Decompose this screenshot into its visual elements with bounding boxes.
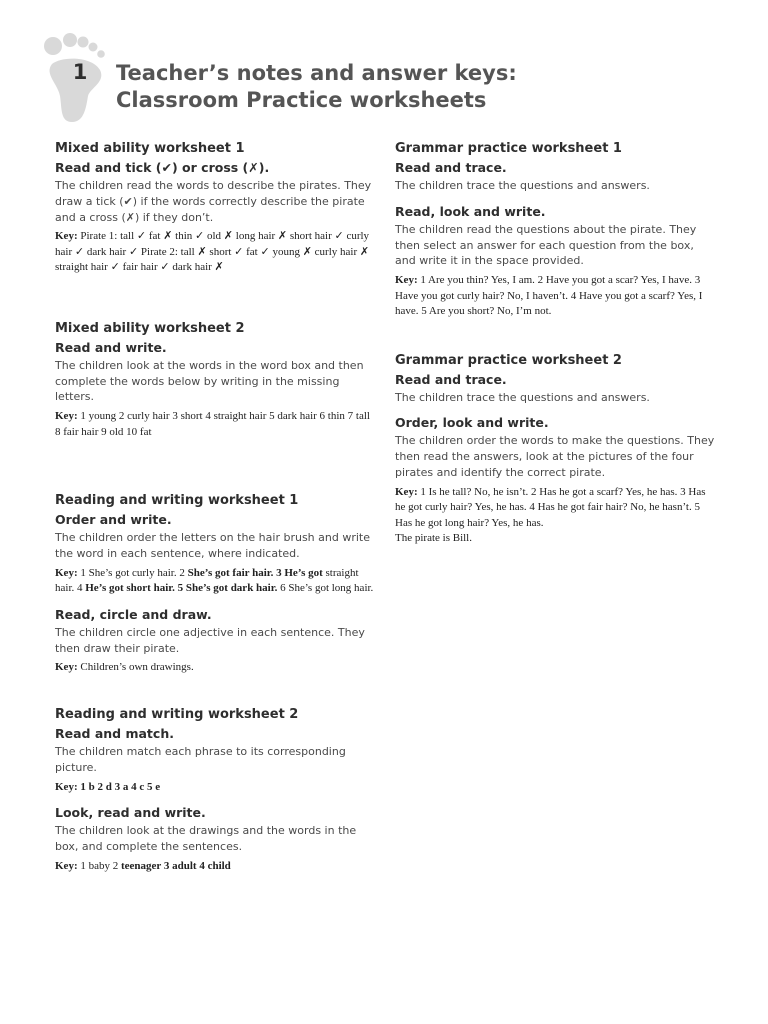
- task-title: Order, look and write.: [395, 415, 549, 431]
- section-title: Reading and writing worksheet 1: [55, 493, 299, 509]
- task-description: The children trace the questions and answers.: [395, 179, 650, 192]
- answer-key: [395, 273, 715, 320]
- task-title: Read, look and write.: [395, 203, 546, 219]
- right-column: [395, 140, 715, 565]
- title-line-1: Teacher’s notes and answer keys:: [116, 61, 517, 85]
- section-title: Grammar practice worksheet 2: [395, 352, 622, 368]
- key-text: 1 Are you thin? Yes, I am. 2 Have you got a scar? Yes, I have. 3 Have you got curly hair? No, I haven’t. 4 Have you got a scarf? Yes, I have. 5 Are you short? No, I’m not.: [395, 274, 703, 318]
- task-title: Read, circle and draw.: [55, 606, 212, 622]
- unit-number: 1: [72, 60, 88, 84]
- key-label: Key:: [55, 661, 78, 674]
- grammar-practice-1-section: [395, 140, 715, 320]
- key-text: Pirate 1: tall ✓ fat ✗ thin ✓ old ✗ long hair ✗ short hair ✓ curly hair ✓ dark hair ✓ Pirate 2: tall ✗ short ✓ fat ✓ young ✗ curly hair ✗ straight hair ✓ fair hair ✓ dark hair ✗: [55, 230, 370, 274]
- key-text: Children’s own drawings.: [77, 661, 194, 674]
- task-description: The children read the words to describe the pirates. They draw a tick (✔) if the words correctly describe the pirate and a cross (✗) if they don’t.: [55, 179, 372, 224]
- task-title: Read and trace.: [395, 371, 507, 387]
- section-title: Mixed ability worksheet 1: [55, 141, 245, 156]
- task-description: The children circle one adjective in each sentence. They then draw their pirate.: [55, 625, 365, 655]
- reading-writing-2-section: [55, 706, 375, 874]
- key-text-bold: She’s got fair hair. 3 He’s got: [187, 566, 323, 579]
- key-label: Key:: [55, 566, 78, 579]
- answer-key: [55, 859, 375, 875]
- key-label: Key:: [55, 230, 78, 243]
- answer-key-conclusion: The pirate is Bill.: [395, 532, 472, 545]
- key-label: Key:: [395, 485, 418, 498]
- task-title: Read and tick (✔) or cross (✗).: [55, 160, 270, 175]
- key-text: straight hair. 4: [55, 566, 359, 595]
- task-description: The children order the words to make the questions. They then read the answers, look at the pictures of the four pirates and identify the correct pirate.: [395, 434, 715, 480]
- task-description: The children trace the questions and answers.: [395, 390, 650, 404]
- reading-writing-1-section: [55, 492, 375, 676]
- page-header: [40, 30, 740, 130]
- answer-key: [55, 409, 375, 440]
- page-title: [116, 60, 517, 114]
- section-title: Reading and writing worksheet 2: [55, 706, 299, 722]
- answer-key: [55, 566, 375, 597]
- mixed-ability-2-section: [55, 320, 375, 440]
- key-text-bold: 1 b 2 d 3 a 4 c 5 e: [77, 780, 161, 793]
- key-label: Key:: [55, 410, 78, 423]
- title-line-2: Classroom Practice worksheets: [116, 88, 487, 112]
- left-column: [55, 140, 375, 892]
- task-title: Read and write.: [55, 339, 167, 355]
- key-text-bold: He’s got short hair. 5 She’s got dark hair.: [85, 582, 278, 595]
- key-text: 6 She’s got long hair.: [277, 582, 374, 595]
- answer-key: [55, 229, 375, 276]
- mixed-ability-1-section: [55, 140, 375, 276]
- answer-key: [55, 780, 375, 796]
- task-title: Look, read and write.: [55, 805, 206, 821]
- task-title: Order and write.: [55, 512, 172, 528]
- task-description: The children look at the drawings and the words in the box, and complete the sentences.: [55, 824, 357, 853]
- section-title: Grammar practice worksheet 1: [395, 141, 622, 156]
- section-title: Mixed ability worksheet 2: [55, 320, 245, 336]
- key-text: 1 She’s got curly hair. 2: [77, 566, 188, 579]
- key-label: Key:: [395, 274, 418, 287]
- key-text: 1 baby 2: [77, 859, 121, 872]
- task-description: The children order the letters on the hair brush and write the word in each sentence, where indicated.: [55, 531, 370, 561]
- task-description: The children read the questions about the pirate. They then select an answer for each question from the box, and write it in the space provided.: [395, 222, 697, 268]
- task-description: The children match each phrase to its corresponding picture.: [55, 744, 346, 774]
- key-text: 1 Is he tall? No, he isn’t. 2 Has he got a scarf? Yes, he has. 3 Has he got curly hair? Yes, he has. 4 Has he got fair hair? No, he hasn’t. 5 Has he got long hair? Yes, he has.: [395, 485, 706, 529]
- task-title: Read and trace.: [395, 160, 507, 175]
- answer-key: [395, 485, 715, 532]
- answer-key: [55, 660, 375, 676]
- grammar-practice-2-section: [395, 352, 715, 547]
- key-label: Key:: [55, 859, 78, 872]
- key-text: 1 young 2 curly hair 3 short 4 straight hair 5 dark hair 6 thin 7 tall 8 fair hair 9 old 10 fat: [55, 410, 370, 438]
- key-label: Key:: [55, 780, 78, 793]
- task-description: The children look at the words in the word box and then complete the words below by writing in the missing letters.: [55, 358, 364, 404]
- key-text-bold: teenager 3 adult 4 child: [121, 859, 231, 872]
- task-title: Read and match.: [55, 725, 174, 741]
